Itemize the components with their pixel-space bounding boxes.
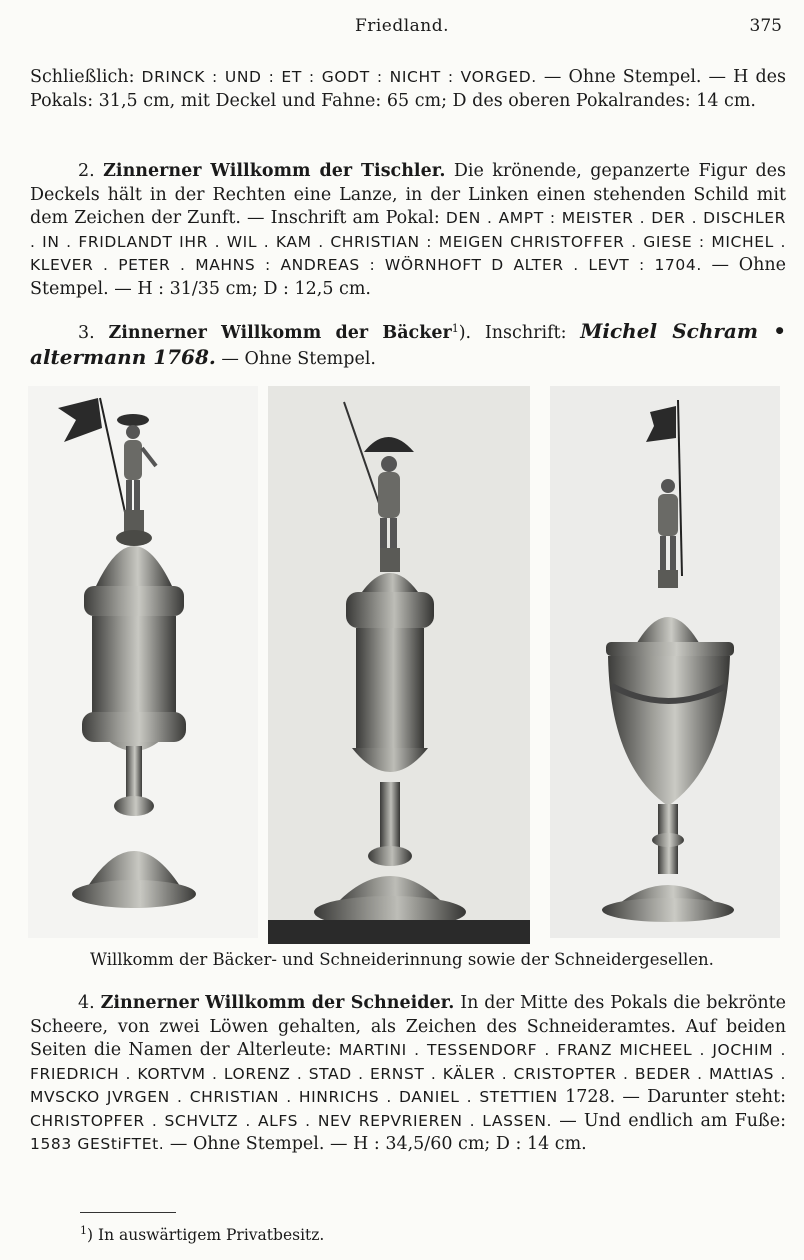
photo-baecker-willkomm: [28, 386, 258, 938]
entry-title: Zinnerner Willkomm der Tischler.: [103, 161, 446, 181]
figure-caption: Willkomm der Bäcker- und Schneiderinnung sowie der Schneidergesellen.: [90, 950, 714, 969]
entry-title: Zinnerner Willkomm der Bäcker: [108, 323, 452, 343]
entry-inscription-names: MARTINI . TESSENDORF . FRANZ MICHEEL . JOCHIM . FRIEDRICH . KORTVM . LORENZ . STAD . ERNST . KÄLER . CRISTOPTER . BEDER . MAttIAS . MVSCKO JVRGEN . CHRISTIAN . HINRICHS . DANIEL . STETTIEN: [30, 1041, 786, 1106]
figure-plates: [28, 386, 780, 944]
entry-inscription-foot: 1583 GEStiFTEt.: [30, 1135, 165, 1153]
figurine-icon: [117, 414, 156, 510]
photo-schneidergesellen-willkomm: [550, 386, 780, 938]
footnote-number: 1: [80, 1224, 87, 1237]
figurine-icon: [364, 437, 414, 548]
entry-inscription-repair: CHRISTOPFER . SCHVLTZ . ALFS . NEV REPVRIEREN . LASSEN.: [30, 1111, 553, 1130]
entry-text-2: — Darunter steht:: [615, 1087, 786, 1107]
para1-inscription: DRINCK : UND : ET : GODT : NICHT : VORGED.: [141, 68, 537, 86]
footnote: [80, 1226, 324, 1244]
entry-inscription: DEN . AMPT : MEISTER . DER . DISCHLER . IN . FRIDLANDT IHR . WIL . KAM . CHRISTIAN : MEIGEN CHRISTOFFER . GIESE : MICHEL . KLEVER . PETER . MAHNS : ANDREAS : WÖRNHOFT D ALTER . LEVT : 1704.: [30, 209, 786, 274]
entry-year: 1728.: [557, 1087, 616, 1107]
entry-text: ). Inschrift:: [458, 323, 581, 343]
entry-number: 4.: [78, 993, 101, 1013]
entry-text-3: — Und endlich am Fuße:: [552, 1110, 786, 1131]
page-header: [0, 14, 804, 42]
entry-rest: — Ohne Stempel. — H : 34,5/60 cm; D : 14 cm.: [164, 1134, 587, 1154]
lance-icon: [344, 402, 380, 506]
entry-number: 2.: [78, 161, 104, 181]
running-title: Friedland.: [354, 16, 450, 36]
photo-schneider-willkomm: [268, 386, 530, 944]
entry-inscription: Michel Schram • altermann 1768.: [30, 319, 787, 369]
paragraph-inscription-1: [30, 66, 786, 113]
entry-rest: — Ohne Stempel. — H : 31/35 cm; D : 12,5 cm.: [30, 255, 786, 299]
footnote-mark: 1: [451, 322, 459, 335]
entry-text: Die krönende, gepanzerte Figur des Deckels hält in der Rechten eine Lanze, in der Linken einen stehenden Schild mit dem Zeichen der Zunft. — Inschrift am Pokal:: [30, 161, 786, 228]
entry-number: 3.: [78, 323, 109, 343]
footnote-text: ) In auswärtigem Privatbesitz.: [87, 1226, 325, 1244]
footnote-rule: [80, 1212, 176, 1213]
entry-rest: — Ohne Stempel.: [215, 348, 376, 369]
entry-tischler: [30, 160, 786, 301]
flag-icon: [58, 398, 128, 526]
entry-title: Zinnerner Willkomm der Schneider.: [100, 993, 455, 1013]
page-number: 375: [749, 16, 782, 36]
figurine-icon: [658, 479, 678, 570]
para1-rest: — Ohne Stempel. — H des Pokals: 31,5 cm, mit Deckel und Fahne: 65 cm; D des oberen Pokalrandes: 14 cm.: [30, 67, 786, 111]
entry-baecker: [30, 320, 786, 371]
entry-text: In der Mitte des Pokals die bekrönte Scheere, von zwei Löwen gehalten, als Zeichen des Schneideramtes. Auf beiden Seiten die Namen der Alterleute:: [30, 993, 787, 1060]
entry-schneider: [30, 992, 786, 1157]
para1-lead: Schließlich:: [30, 67, 142, 87]
